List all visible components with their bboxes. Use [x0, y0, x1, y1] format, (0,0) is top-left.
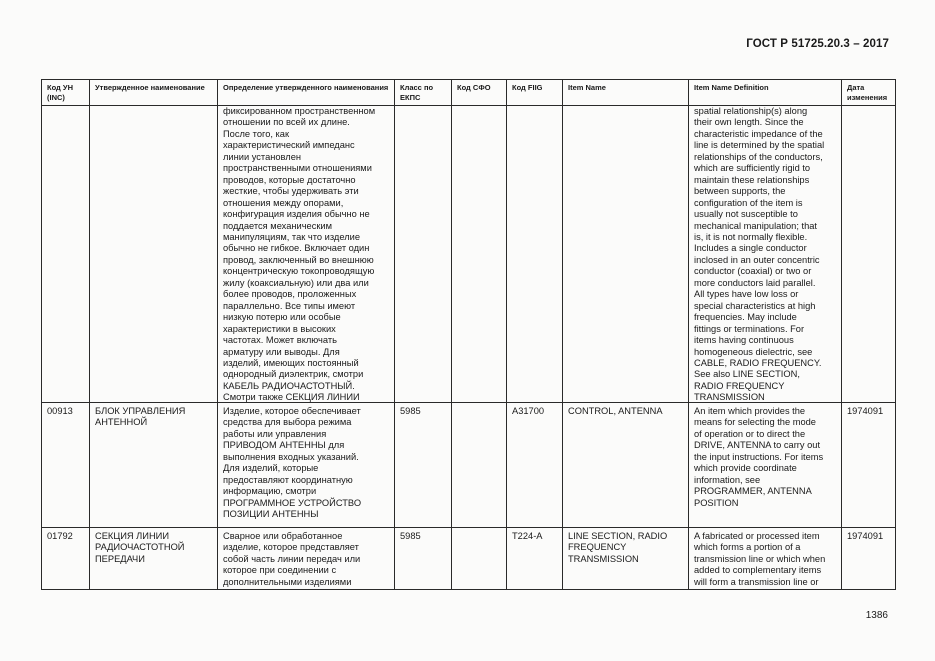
cell-ekps-class	[395, 106, 452, 403]
cell-fiig-code: T224-A	[507, 528, 563, 590]
cell-sfo-code	[452, 106, 507, 403]
cell-sfo-code	[452, 403, 507, 528]
page-number: 1386	[865, 610, 888, 621]
cell-approved-definition: Сварное или обработанное изделие, которое представляет собой часть линии передач или которое при соединении с дополнительными изделиями	[218, 528, 395, 590]
table-row	[42, 403, 896, 528]
standard-designation: ГОСТ Р 51725.20.3 – 2017	[746, 38, 889, 50]
cell-item-name-definition: spatial relationship(s) along their own length. Since the characteristic impedance of the line is determined by the spatial relationships of the conductors, which are sufficiently rigid to maintain these relationships between supports, the configuration of the item is usually not susceptible to mechanical manipulation; that is, it is not normally flexible. Includes a single conductor inclosed in an outer concentric conductor (coaxial) or two or more conductors laid parallel. All types have low loss or special characteristics at high frequencies. May include fittings or terminations. For items having continuous homogeneous dielectric, see CABLE, RADIO FREQUENCY. See also LINE SECTION, RADIO FREQUENCY TRANSMISSION	[689, 106, 842, 403]
header-change-date: Дата изменения	[842, 80, 896, 106]
cell-approved-definition: Изделие, которое обеспечивает средства для выбора режима работы или управления ПРИВОДОМ АНТЕННЫ для выполнения входных указаний. Для изделий, которые предоставляют координатную информацию, смотри ПРОГРАММНОЕ УСТРОЙСТВО ПОЗИЦИИ АНТЕННЫ	[218, 403, 395, 528]
cell-change-date	[842, 106, 896, 403]
table-row	[42, 106, 896, 403]
cell-inc	[42, 106, 90, 403]
header-approved-definition: Определение утвержденного наименования	[218, 80, 395, 106]
cell-inc: 01792	[42, 528, 90, 590]
cell-approved-name: БЛОК УПРАВЛЕНИЯ АНТЕННОЙ	[90, 403, 218, 528]
table-row	[42, 528, 896, 590]
cell-sfo-code	[452, 528, 507, 590]
cell-item-name: CONTROL, ANTENNA	[563, 403, 689, 528]
header-approved-name: Утвержденное наименование	[90, 80, 218, 106]
cell-approved-name	[90, 106, 218, 403]
specification-table	[41, 79, 896, 590]
header-inc: Код УН (INC)	[42, 80, 90, 106]
cell-item-name: LINE SECTION, RADIO FREQUENCY TRANSMISSION	[563, 528, 689, 590]
cell-ekps-class: 5985	[395, 403, 452, 528]
cell-fiig-code	[507, 106, 563, 403]
table-header-row	[42, 80, 896, 106]
cell-approved-name: СЕКЦИЯ ЛИНИИ РАДИОЧАСТОТНОЙ ПЕРЕДАЧИ	[90, 528, 218, 590]
cell-ekps-class: 5985	[395, 528, 452, 590]
header-fiig-code: Код FIIG	[507, 80, 563, 106]
header-ekps-class: Класс по ЕКПС	[395, 80, 452, 106]
cell-inc: 00913	[42, 403, 90, 528]
header-item-name: Item Name	[563, 80, 689, 106]
cell-item-name-definition: A fabricated or processed item which forms a portion of a transmission line or which when added to complementary items will form a transmission line or	[689, 528, 842, 590]
cell-approved-definition: фиксированном пространственном отношении по всей их длине. После того, как характеристический импеданс линии установлен пространственными отношениями проводов, которые достаточно жесткие, чтобы удерживать эти отношения между опорами, конфигурация изделия обычно не поддается механическим манипуляциям, так что изделие обычно не гибкое. Включает один провод, заключенный во внешнюю концентрическую токопроводящую жилу (коаксиальную) или два или более проводов, проложенных параллельно. Все типы имеют низкую потерю или особые характеристики в высоких частотах. Может включать арматуру или выводы. Для изделий, имеющих постоянный однородный диэлектрик, смотри КАБЕЛЬ РАДИОЧАСТОТНЫЙ. Смотри также СЕКЦИЯ ЛИНИИ	[218, 106, 395, 403]
cell-item-name	[563, 106, 689, 403]
cell-fiig-code: A31700	[507, 403, 563, 528]
cell-change-date: 1974091	[842, 403, 896, 528]
header-item-name-definition: Item Name Definition	[689, 80, 842, 106]
cell-item-name-definition: An item which provides the means for selecting the mode of operation or to direct the DRIVE, ANTENNA to carry out the input instructions. For items which provide coordinate information, see PROGRAMMER, ANTENNA POSITION	[689, 403, 842, 528]
header-sfo-code: Код СФО	[452, 80, 507, 106]
cell-change-date: 1974091	[842, 528, 896, 590]
